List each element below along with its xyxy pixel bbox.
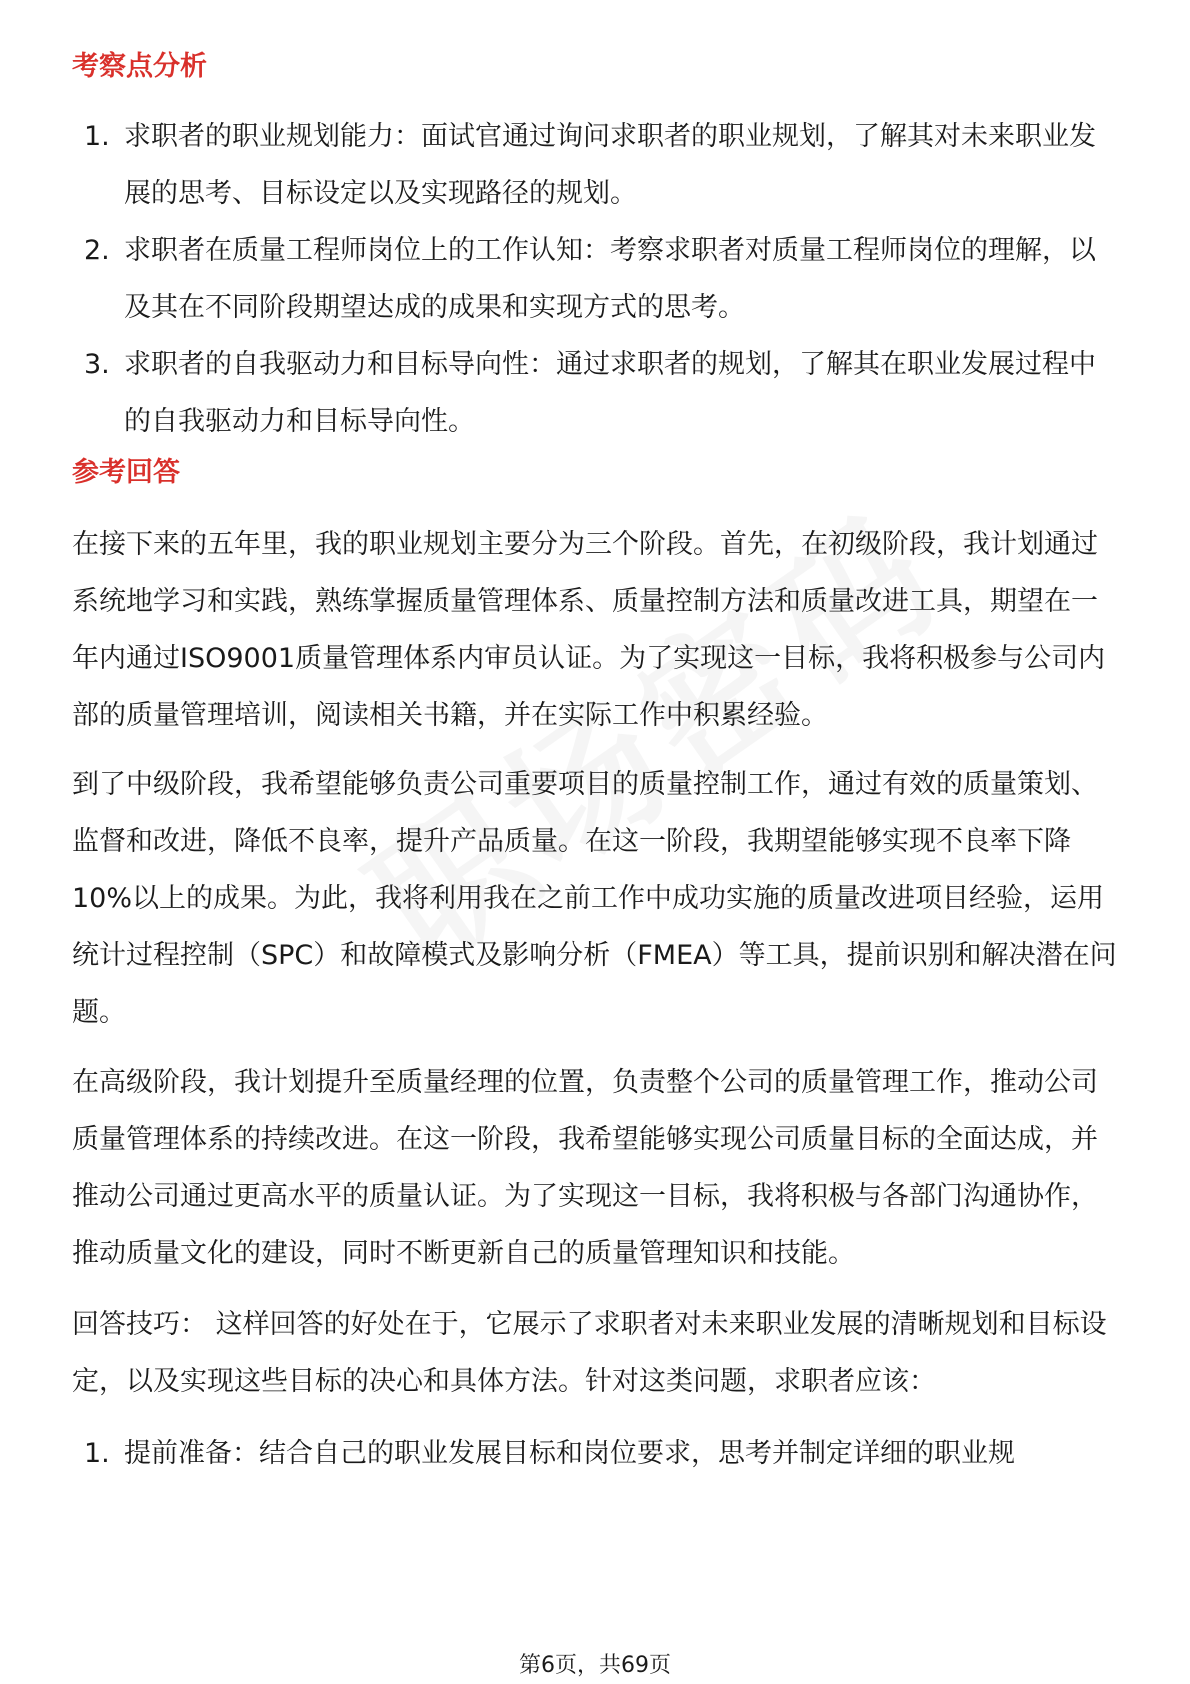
section-heading-answer: 参考回答 xyxy=(72,457,180,488)
list-item: 1. 求职者的职业规划能力：面试官通过询问求职者的职业规划，了解其对未来职业发展的思考、目标设定以及实现路径的规划。 xyxy=(84,121,1096,209)
tips-list xyxy=(72,1425,1112,1482)
list-item: 2. 求职者在质量工程师岗位上的工作认知：考察求职者对质量工程师岗位的理解，以及其在不同阶段期望达成的成果和实现方式的思考。 xyxy=(84,235,1096,323)
answer-paragraph-3: 在高级阶段，我计划提升至质量经理的位置，负责整个公司的质量管理工作，推动公司质量管理体系的持续改进。在这一阶段，我希望能够实现公司质量目标的全面达成，并推动公司通过更高水平的质量认证。为了实现这一目标，我将积极与各部门沟通协作，推动质量文化的建设，同时不断更新自己的质量管理知识和技能。 xyxy=(72,1067,1098,1269)
analysis-list xyxy=(72,108,1112,450)
list-item: 1. 提前准备：结合自己的职业发展目标和岗位要求，思考并制定详细的职业规 xyxy=(84,1438,1015,1469)
answer-paragraph-1: 在接下来的五年里，我的职业规划主要分为三个阶段。首先，在初级阶段，我计划通过系统地学习和实践，熟练掌握质量管理体系、质量控制方法和质量改进工具，期望在一年内通过ISO9001质量管理体系内审员认证。为了实现这一目标，我将积极参与公司内部的质量管理培训，阅读相关书籍，并在实际工作中积累经验。 xyxy=(72,529,1106,731)
answer-tips-paragraph: 回答技巧： 这样回答的好处在于，它展示了求职者对未来职业发展的清晰规划和目标设定，以及实现这些目标的决心和具体方法。针对这类问题，求职者应该： xyxy=(72,1309,1107,1397)
section-heading-analysis: 考察点分析 xyxy=(72,51,207,82)
page-number: 第6页，共69页 xyxy=(519,1653,671,1678)
list-item: 3. 求职者的自我驱动力和目标导向性：通过求职者的规划，了解其在职业发展过程中的自我驱动力和目标导向性。 xyxy=(84,349,1096,437)
answer-paragraph-2: 到了中级阶段，我希望能够负责公司重要项目的质量控制工作，通过有效的质量策划、监督和改进，降低不良率，提升产品质量。在这一阶段，我期望能够实现不良率下降10%以上的成果。为此，我将利用我在之前工作中成功实施的质量改进项目经验，运用统计过程控制（SPC）和故障模式及影响分析（FMEA）等工具，提前识别和解决潜在问题。 xyxy=(72,769,1117,1028)
